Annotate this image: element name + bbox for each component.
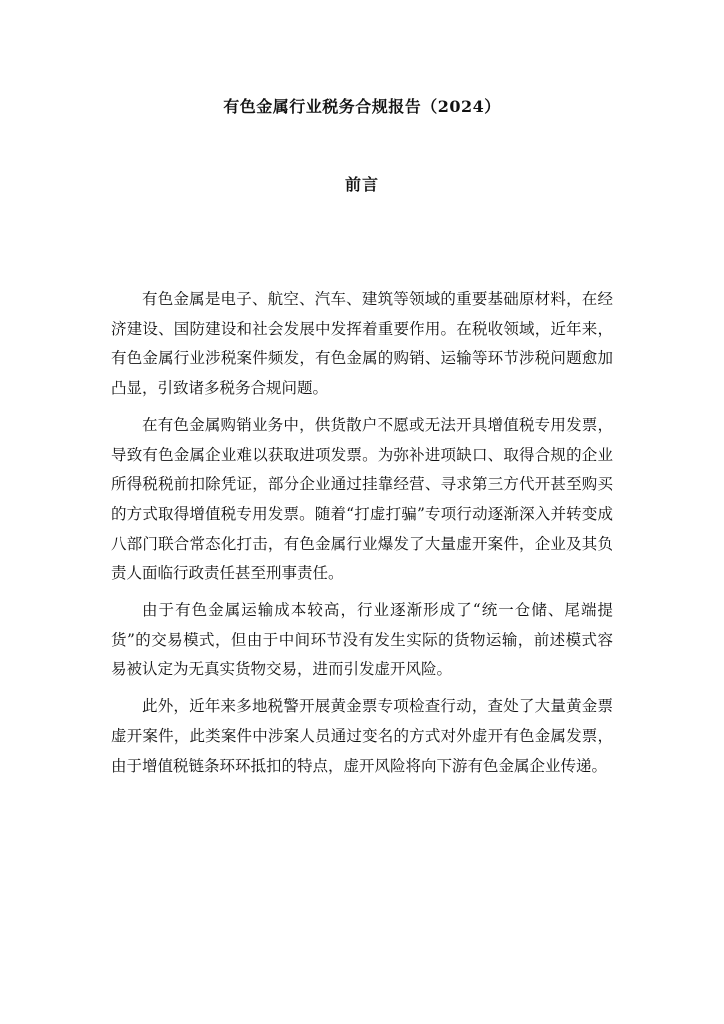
paragraph: 在有色金属购销业务中，供货散户不愿或无法开具增值税专用发票，导致有色金属企业难以获取进项发票。为弥补进项缺口、取得合规的企业所得税税前扣除凭证，部分企业通过挂靠经营、寻求第三方代开甚至购买的方式取得增值税专用发票。随着“打虚打骗”专项行动逐渐深入并转变成八部门联合常态化打击，有色金属行业爆发了大量虚开案件，企业及其负责人面临行政责任甚至刑事责任。 [111, 415, 613, 583]
paragraph: 有色金属是电子、航空、汽车、建筑等领域的重要基础原材料，在经济建设、国防建设和社会发展中发挥着重要作用。在税收领域，近年来，有色金属行业涉税案件频发，有色金属的购销、运输等环节涉税问题愈加凸显，引致诸多税务合规问题。 [111, 290, 613, 398]
document-title: 有色金属行业税务合规报告（2024） [223, 97, 501, 116]
section-heading-preface: 前言 [344, 175, 379, 194]
body-text [111, 285, 613, 788]
paragraph: 由于有色金属运输成本较高，行业逐渐形成了“统一仓储、尾端提货”的交易模式，但由于中间环节没有发生实际的货物运输，前述模式容易被认定为无真实货物交易，进而引发虚开风险。 [111, 601, 613, 679]
paragraph: 此外，近年来多地税警开展黄金票专项检查行动，查处了大量黄金票虚开案件，此类案件中涉案人员通过变名的方式对外虚开有色金属发票，由于增值税链条环环抵扣的特点，虚开风险将向下游有色金属企业传递。 [111, 697, 613, 775]
